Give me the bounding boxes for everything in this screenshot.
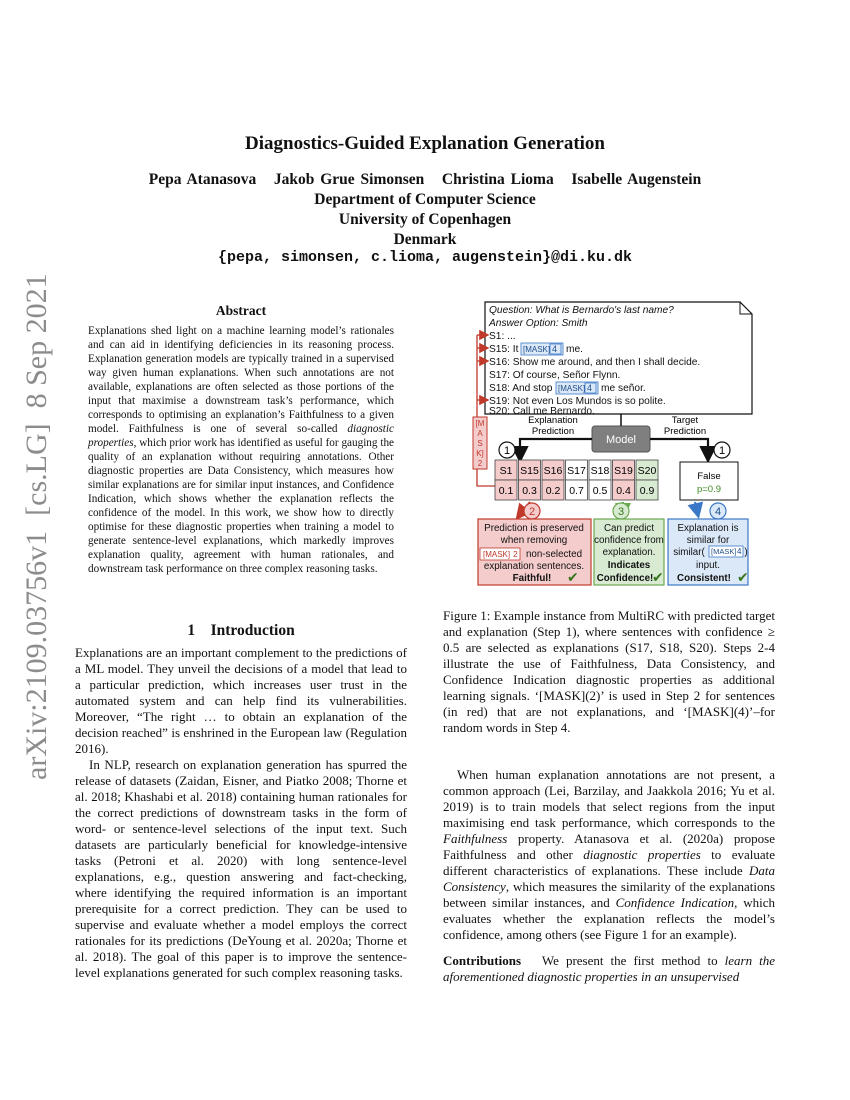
mask2-char-1: [M: [475, 419, 485, 428]
mask2-char-4: K]: [476, 449, 484, 458]
mask4-number-2: 4: [587, 383, 593, 393]
abstract-emphasis: diagnostic properties: [88, 423, 394, 449]
author-emails: {pepa, simonsen, c.lioma, augenstein}@di.ku.dk: [217, 249, 633, 266]
consistency-line-3b: ): [744, 547, 748, 558]
question-text: Question: What is Bernardo's last name?: [489, 305, 674, 316]
right-paragraph-1: [443, 767, 775, 943]
score-table-cell-score: 0.3: [522, 485, 537, 497]
contributions-text: We present the first method to: [521, 953, 725, 968]
target-prediction-label-2: Prediction: [663, 426, 707, 437]
score-table-cell-id: S20: [637, 465, 657, 477]
confidence-check-icon: ✔: [652, 569, 664, 585]
score-table-cell-score: 0.7: [569, 485, 584, 497]
model-label: Model: [606, 434, 636, 446]
mask2-inline-token: [MASK]: [483, 550, 511, 559]
mask4-number: 4: [552, 344, 558, 354]
abstract-text-a: Explanations shed light on a machine learning model’s rationales and can aid in identifying deficiencies in its reasoning process. Explanation generation models are typically trained in a supervised way given human explanations. When such annotations are not available, explanations are often selected as those portions of the input that maximise a downstream task’s performance, which corresponds to optimising an explanation’s Faithfulness to a given model. Faithfulness is one of several so-called: [88, 325, 394, 435]
abstract-text-b: , which prior work has identified as useful for gauging the quality of an explanation without requiring annotations. Other diagnostic properties are Data Consistency, which measures how similar explanations are for similar input instances, and Confidence Indication, which shows whether the explanation reflects the confidence of the model. In this work, we show how to directly optimise for these diagnostic properties when training a model to generate sentence-level explanations, which markedly improves explanation quality, agreement with human rationales, and downstream task performance on three complex reasoning tasks.: [88, 437, 394, 575]
sentence-s18-start: S18: And stop: [489, 383, 553, 394]
right-column-body: [443, 767, 775, 985]
affiliation-country: Denmark: [393, 231, 457, 248]
introduction-body: [75, 645, 407, 981]
confidence-label-1: Indicates: [607, 560, 651, 571]
sentence-s19: S19: Not even Los Mundos is so polite.: [489, 396, 666, 407]
sentence-s20: S20: Call me Bernardo.: [489, 406, 595, 417]
target-probability: p=0.9: [696, 484, 722, 495]
score-table-cell-id: S19: [614, 465, 633, 477]
right-p1-em-faithfulness: Faithfulness: [443, 831, 508, 846]
contributions-paragraph: [443, 953, 775, 985]
score-table-cell-score: 0.5: [592, 485, 608, 497]
affiliation-university: University of Copenhagen: [338, 211, 512, 228]
explanation-prediction-label-1: Explanation: [528, 415, 578, 426]
sentence-s15-start: S15: It: [489, 344, 519, 355]
faithfulness-line-3: non-selected: [525, 549, 583, 560]
affiliation-department: Department of Computer Science: [314, 191, 536, 208]
consistency-label: Consistent!: [677, 573, 731, 584]
intro-paragraph-1: Explanations are an important complement to the predictions of a ML model. They unveil the decisions of a model that lead to a particular prediction, which increases user trust in the automated system and can help find its vulnerabilities. Moreover, “The right … to obtain an explanation of the decision reached” is enshrined in the European law (Regulation 2016).: [75, 645, 407, 756]
right-p1-em-diagnostic: diagnostic properties: [583, 847, 701, 862]
consistency-line-1: Explanation is: [677, 523, 739, 534]
confidence-line-3: explanation.: [602, 547, 656, 558]
sentence-s15-end: me.: [566, 344, 583, 355]
contributions-heading: Contributions: [443, 953, 522, 968]
score-table-cell-id: S18: [590, 465, 610, 477]
intro-paragraph-2: In NLP, research on explanation generation has spurred the release of datasets (Zaidan, Eisner, and Piatko 2008; Thorne et al. 2018; Khashabi et al. 2018) containing human rationales for the correct predictions of downstream tasks in the form of word- or sentence-level selections of the input text. Such datasets are particularly beneficial for knowledge-intensive tasks (Petroni et al. 2020) with long sentence-level explanations, e.g., question answering and fact-checking, where identifying the required information is an important prerequisite for a correct prediction. They can be used to supervise and evaluate whether a model employs the correct rationales for its predictions (DeYoung et al. 2020a; Thorne et al. 2018). The goal of this paper is to improve the sentence-level explanations generated for such complex reasoning tasks.: [75, 757, 407, 980]
right-p1-text-c: to evaluate different characteristics of explanations. These include: [443, 847, 775, 878]
abstract-body: [88, 324, 394, 576]
explanation-prediction-label-2: Prediction: [531, 426, 575, 437]
faithfulness-line-1: Prediction is preserved: [484, 523, 584, 534]
mask2-inline-number: 2: [513, 549, 518, 559]
right-p1-em-confidence: Confidence Indication: [615, 895, 735, 910]
step-1-number-right: 1: [718, 445, 726, 457]
right-p1-text-b: property. Atanasova et al. (2020a) propose Faithfulness and other: [443, 831, 775, 862]
sentence-score-table: [495, 460, 658, 500]
confidence-line-2: confidence from: [594, 535, 664, 546]
faithfulness-label: Faithful!: [512, 573, 552, 584]
score-table-cell-id: S16: [543, 465, 563, 477]
score-table-cell-id: S15: [520, 465, 539, 477]
contributions-emphasis: learn the aforementioned diagnostic properties in an unsupervised: [443, 953, 776, 984]
right-p1-text-d: , which measures the similarity of the explanations between similar instances, and: [443, 879, 775, 910]
score-table-cell-score: 0.9: [639, 485, 655, 497]
answer-option-text: Answer Option: Smith: [489, 318, 588, 329]
faithfulness-line-2: when removing: [500, 535, 568, 546]
score-table-cell-score: 0.1: [498, 485, 514, 497]
sentence-s16: S16: Show me around, and then I shall decide.: [489, 357, 701, 368]
faithfulness-check-icon: ✔: [567, 569, 579, 585]
mask4-token: [MASK]: [523, 345, 551, 354]
mask4-token-2: [MASK]: [558, 384, 586, 393]
score-table-cell-id: S17: [567, 465, 586, 477]
step-2-number: 2: [528, 506, 536, 518]
score-table-cell-score: 0.4: [616, 485, 631, 497]
figure-1-caption: Figure 1: Example instance from MultiRC with predicted target and explanation (Step 1), where sentences with confidence ≥ 0.5 are selected as explanations (S17, S18, S20). Steps 2-4 illustrate the use of Faithfulness, Data Consistency, and Confidence Indication diagnostic properties as additional learning signals. ‘[MASK](2)’ is used in Step 2 for sentences (in red) that are not explanations, and ‘[MASK](4)’–for random words in Step 4.: [443, 608, 775, 735]
confidence-label-2: Confidence!: [596, 573, 654, 584]
consistency-line-4: input.: [696, 560, 720, 571]
right-p1-text-a: When human explanation annotations are not present, a common approach (Lei, Barzilay, and Jaakkola 2016; Yu et al. 2019) is to train models that select regions from the input maximising end task performance, which corresponds to the: [443, 767, 775, 830]
target-prediction-label-1: Target: [671, 415, 699, 426]
mask2-char-3: S: [477, 439, 483, 448]
mask4-inline-token: [MASK]: [711, 547, 737, 556]
consistency-line-3a: similar(: [673, 547, 705, 558]
target-arrow: [650, 439, 708, 459]
step-4-number: 4: [714, 506, 722, 518]
right-p1-em-data-consistency: Data Consistency: [443, 863, 775, 894]
score-table-cell-id: S1: [499, 465, 513, 477]
figure-1-diagram: [440, 297, 785, 597]
mask2-char-2: A: [477, 429, 483, 438]
score-table-cell-score: 0.2: [545, 485, 561, 497]
section-heading-introduction: 1 Introduction: [187, 622, 295, 639]
abstract-heading: Abstract: [215, 303, 267, 318]
arxiv-stamp: arXiv:2109.03756v1 [cs.LG] 8 Sep 2021: [20, 273, 53, 780]
sentence-s17: S17: Of course, Señor Flynn.: [489, 370, 621, 381]
paper-title: Diagnostics-Guided Explanation Generation: [245, 133, 605, 154]
mask2-char-5: 2: [477, 459, 483, 468]
step-1-number: 1: [503, 445, 511, 457]
explanation-arrow: [520, 439, 592, 459]
confidence-line-1: Can predict: [603, 523, 655, 534]
author-list: Pepa Atanasova Jakob Grue Simonsen Christina Lioma Isabelle Augenstein: [148, 171, 702, 188]
consistency-line-2: similar for: [686, 535, 730, 546]
faithfulness-line-4: explanation sentences.: [483, 561, 585, 572]
right-p1-text-e: , which evaluates whether the explanation reflects the model’s confidence, among others (see Figure 1 for an example).: [443, 895, 775, 942]
consistent-arrow: [695, 502, 698, 515]
sentence-s1: S1: ...: [489, 331, 516, 342]
step-3-number: 3: [617, 506, 625, 518]
consistency-check-icon: ✔: [737, 569, 749, 585]
target-label: False: [697, 471, 721, 482]
mask4-inline-number: 4: [737, 547, 742, 556]
sentence-s18-end: me señor.: [601, 383, 646, 394]
